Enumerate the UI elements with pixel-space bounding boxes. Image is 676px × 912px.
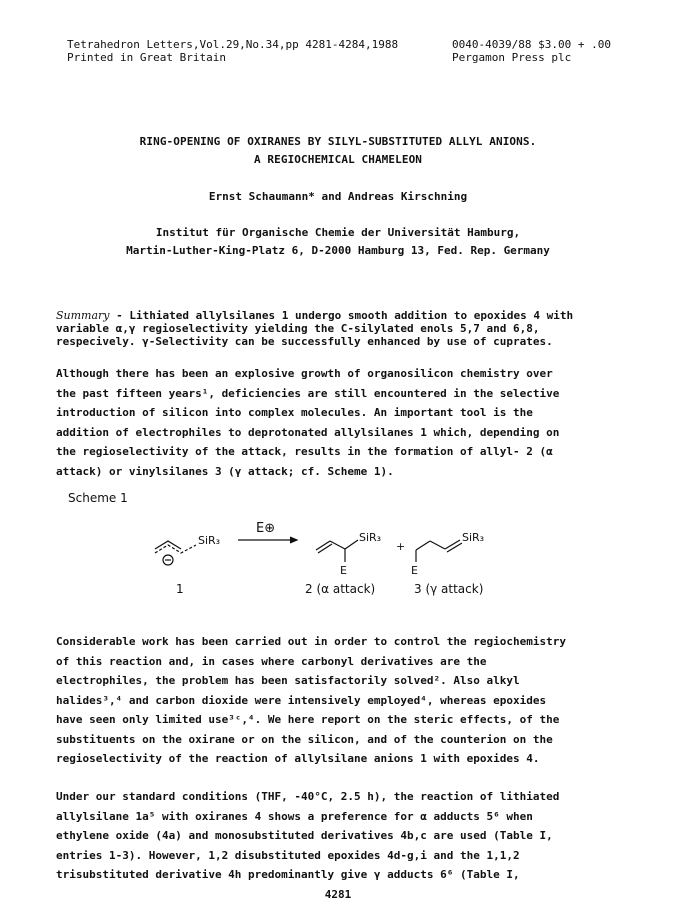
paragraph3-line: trisubstituted derivative 4h predominantly give γ adducts 6⁶ (Table I, [56,868,520,881]
scheme-1-diagram [0,510,676,630]
paragraph2-line: Considerable work has been carried out in order to control the regiochemistry [56,635,566,648]
paper-title-line2: A REGIOCHEMICAL CHAMELEON [253,153,423,166]
paragraph2-line: halides³,⁴ and carbon dioxide were intensively employed⁴, whereas epoxides [56,693,547,707]
vinylsilane-structure [416,540,462,562]
compound1-label: 1 [176,582,184,596]
compound1-silyl: SiR₃ [198,534,221,547]
paragraph2-line: have seen only limited use³ᶜ,⁴. We here report on the steric effects, of the [56,713,560,726]
paragraph-introduction [56,364,620,481]
scheme-label: Scheme 1 [68,491,128,505]
affiliation-line1: Institut für Organische Chemie der Universität Hamburg, [155,226,521,239]
paragraph-background [56,632,620,769]
reaction-arrow [238,537,297,543]
allylsilane-structure [316,540,358,562]
paragraph-results [56,787,620,885]
compound3-label: 3 (γ attack) [414,582,484,596]
summary-line2: variable α,γ regioselectivity yielding the C-silylated enols 5,7 and 6,8, [56,322,540,335]
summary-label: Summary [56,309,110,322]
paragraph3-line: entries 1-3). However, 1,2 disubstituted epoxides 4d-g,i and the 1,1,2 [56,848,520,862]
paragraph1-line: introduction of silicon into complex molecules. An important tool is the [56,406,533,419]
printed-location: Printed in Great Britain [67,51,226,64]
compound2-silyl: SiR₃ [359,531,382,544]
compound2-electrophile: E [340,564,347,577]
affiliation-line2: Martin-Luther-King-Platz 6, D-2000 Hamburg 13, Fed. Rep. Germany [126,244,550,257]
paragraph2-line: substituents on the oxirane or on the silicon, and of the counterion on the [56,732,553,746]
paragraph3-line: ethylene oxide (4a) and monosubstituted derivatives 4b,c are used (Table I, [56,829,553,842]
paragraph2-line: electrophiles, the problem has been satisfactorily solved². Also alkyl [56,674,520,687]
plus-sign: + [396,540,406,553]
paragraph1-line: the past fifteen years¹, deficiencies are still encountered in the selective [56,386,560,400]
summary-text1: - Lithiated allylsilanes 1 undergo smooth addition to epoxides 4 with [109,309,574,322]
paper-title-line1: RING-OPENING OF OXIRANES BY SILYL-SUBSTITUTED ALLYL ANIONS. [139,135,537,148]
reagent-electrophile: E⊕ [256,521,276,536]
journal-citation: Tetrahedron Letters,Vol.29,No.34,pp 4281-4284,1988 [67,38,399,51]
compound2-label: 2 (α attack) [305,582,376,596]
summary-line1 [56,309,620,322]
paragraph1-line: the regioselectivity of the attack, results in the formation of allyl- 2 (α [56,445,553,458]
paragraph3-line: Under our standard conditions (THF, -40°C, 2.5 h), the reaction of lithiated [56,790,560,803]
publisher: Pergamon Press plc [452,51,572,64]
paragraph1-line: Although there has been an explosive growth of organosilicon chemistry over [56,367,553,380]
paragraph2-line: regioselectivity of the reaction of allylsilane anions 1 with epoxides 4. [56,752,540,765]
paragraph3-line: allylsilane 1a⁵ with oxiranes 4 shows a preference for α adducts 5⁶ when [56,809,533,823]
page-number: 4281 [324,888,352,901]
paragraph1-line: attack) or vinylsilanes 3 (γ attack; cf. Scheme 1). [56,464,394,478]
issn-price: 0040-4039/88 $3.00 + .00 [452,38,611,51]
paragraph1-line: addition of electrophiles to deprotonated allylsilanes 1 which, depending on [56,425,560,439]
summary [56,309,620,348]
allyl-anion-structure [155,541,196,565]
paragraph2-line: of this reaction and, in cases where carbonyl derivatives are the [56,654,487,668]
compound3-silyl: SiR₃ [462,531,485,544]
summary-line3: respecively. γ-Selectivity can be successfully enhanced by use of cuprates. [56,335,553,348]
authors: Ernst Schaumann* and Andreas Kirschning [208,190,468,203]
compound3-electrophile: E [411,564,418,577]
